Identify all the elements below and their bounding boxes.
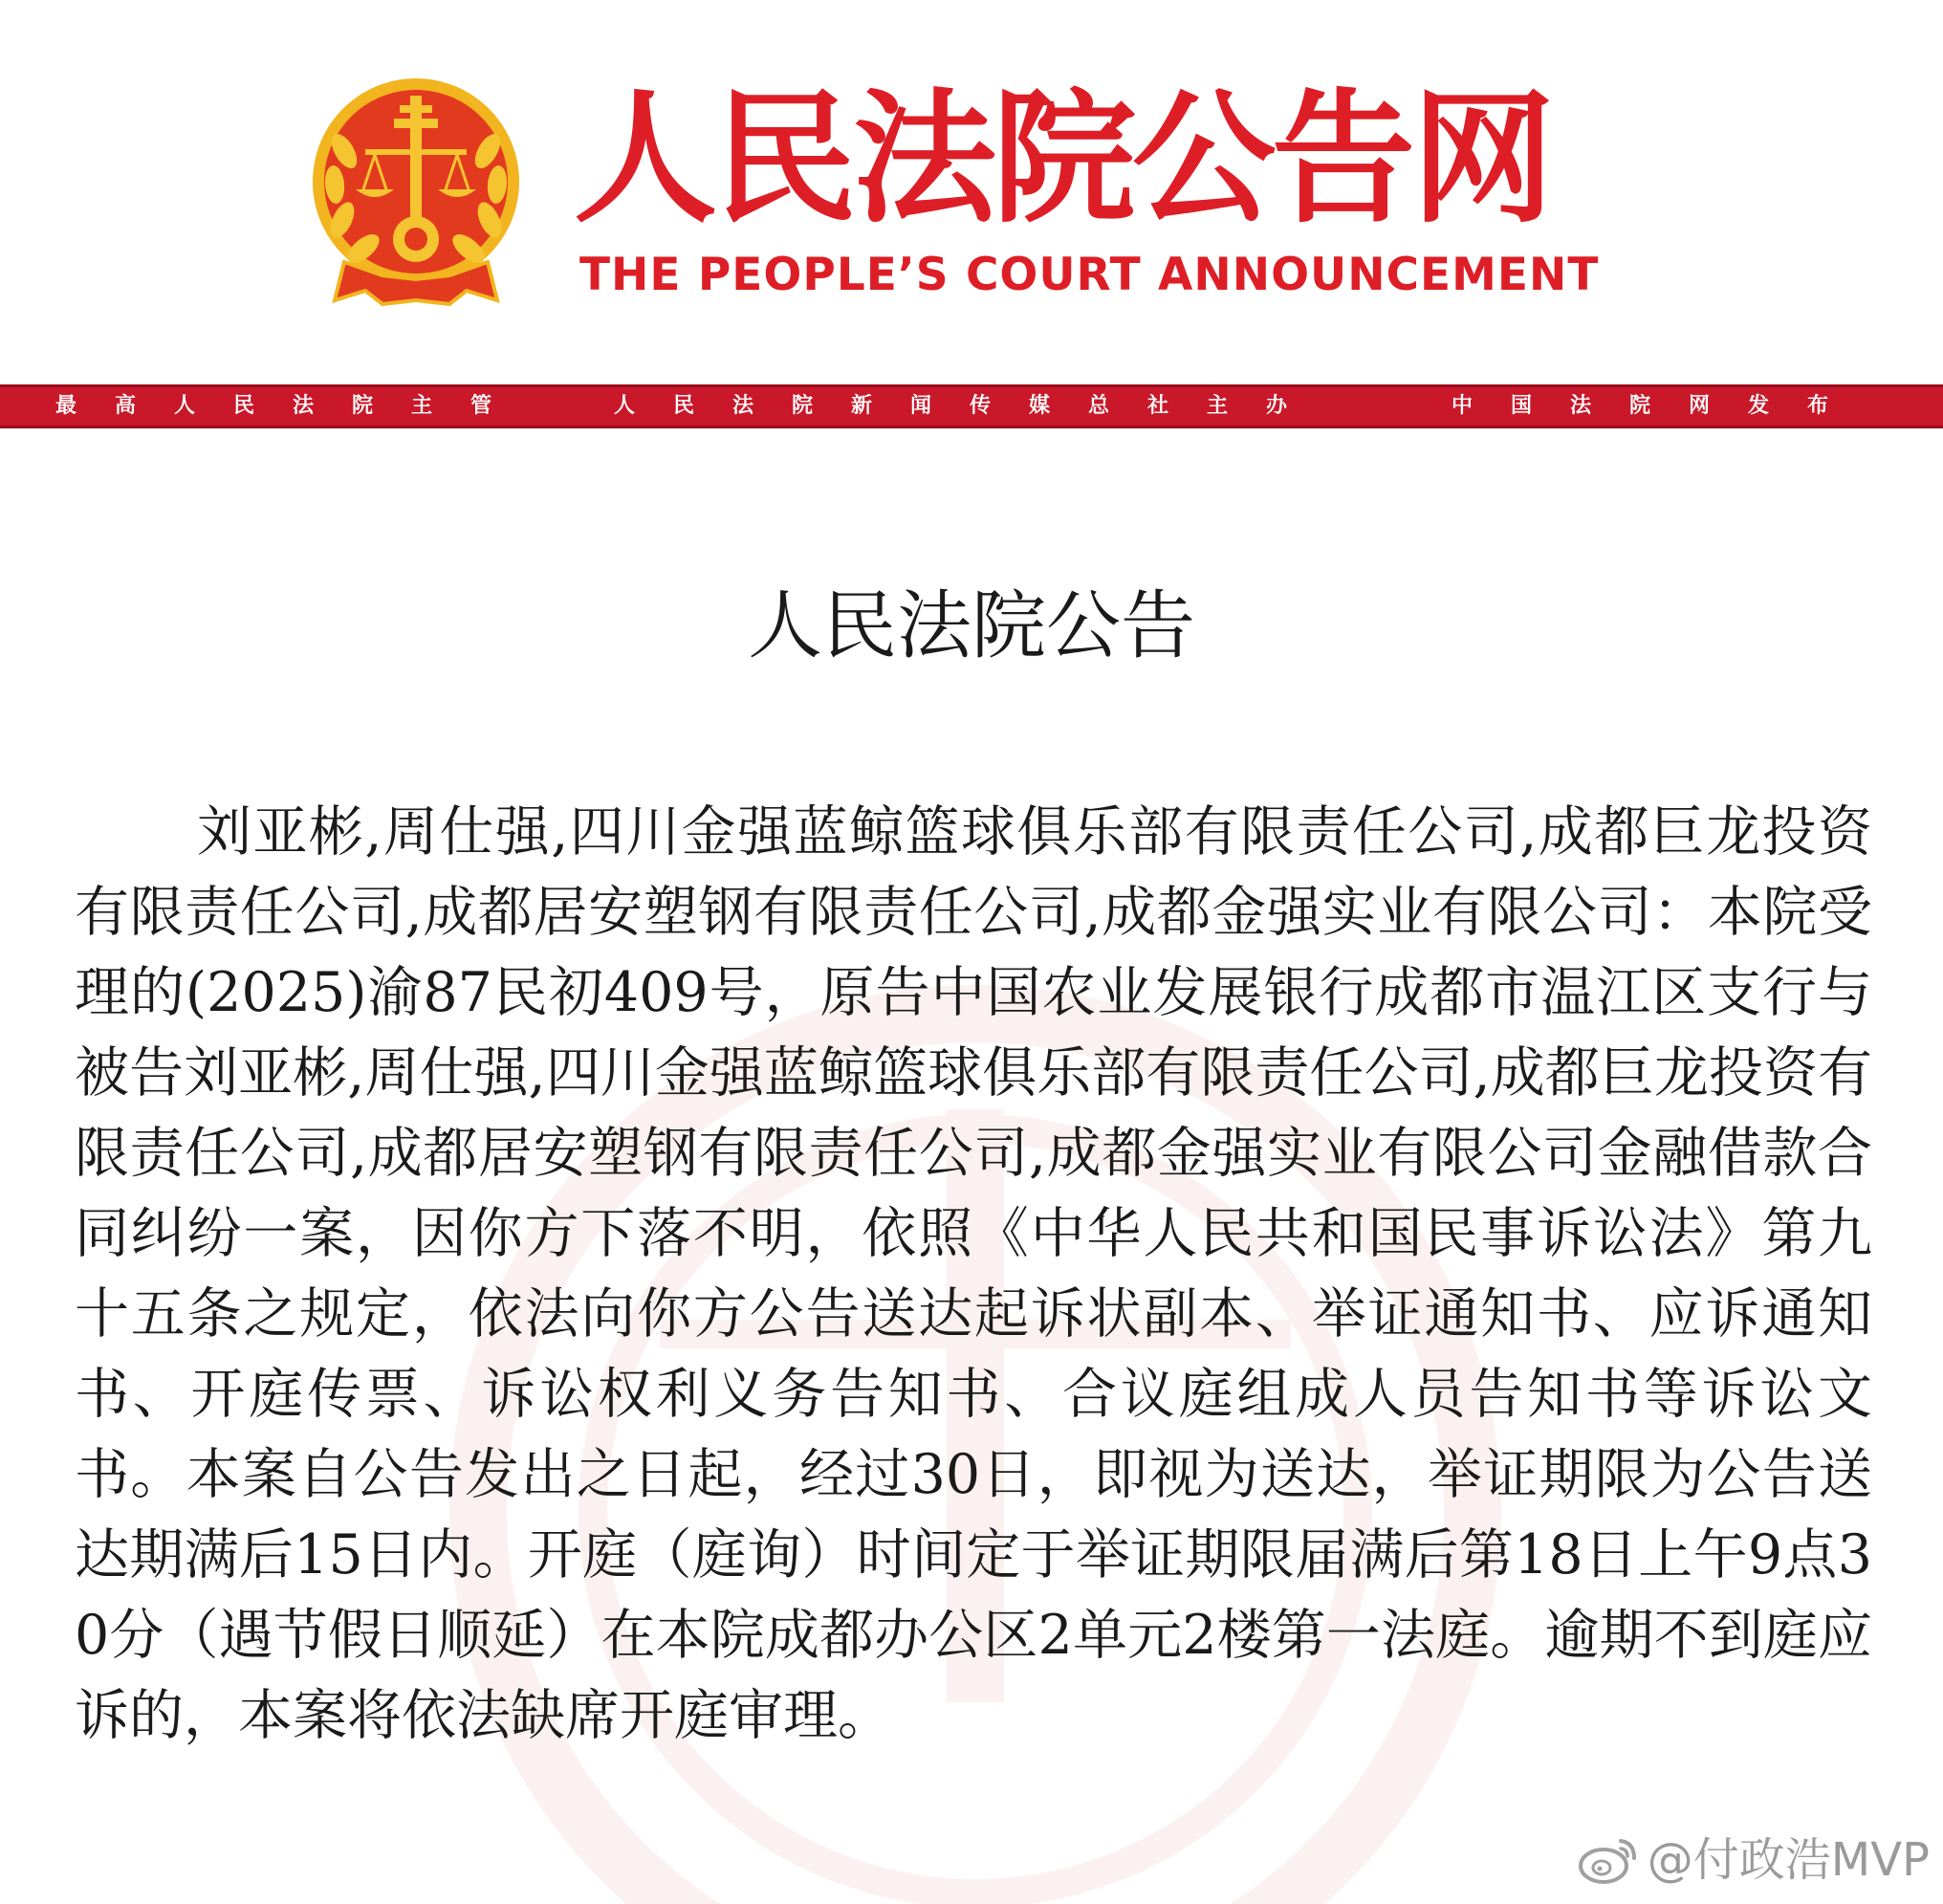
site-title: 人民法院公告网 (574, 77, 1552, 243)
weibo-icon (1579, 1833, 1640, 1887)
social-watermark (1579, 1829, 1930, 1891)
site-subtitle: THE PEOPLE’S COURT ANNOUNCEMENT (579, 249, 1600, 301)
banner-supervisor: 最高人民法院主管 (55, 394, 531, 418)
announcement-body: 刘亚彬,周仕强,四川金强蓝鲸篮球俱乐部有限责任公司,成都巨龙投资有限责任公司,成都居安塑钢有限责任公司,成都金强实业有限公司：本院受理的(2025)渝87民初409号，原告中国农业发展银行成都市温江区支行与被告刘亚彬,周仕强,四川金强蓝鲸篮球俱乐部有限责任公司,成都巨龙投资有限责任公司,成都居安塑钢有限责任公司,成都金强实业有限公司金融借款合同纠纷一案，因你方下落不明，依照《中华人民共和国民事诉讼法》第九十五条之规定，依法向你方公告送达起诉状副本、举证通知书、应诉通知书、开庭传票、诉讼权利义务告知书、合议庭组成人员告知书等诉讼文书。本案自公告发出之日起，经过30日，即视为送达，举证期限为公告送达期满后15日内。开庭（庭询）时间定于举证期限届满后第18日上午9点30分（遇节假日顺延）在本院成都办公区2单元2楼第一法庭。逾期不到庭应诉的，本案将依法缺席开庭审理。 (75, 800, 1872, 1747)
banner-organizer: 人民法院新闻传媒总社主办 (614, 394, 1326, 418)
sponsor-banner (0, 384, 1943, 428)
banner-publisher: 中国法院网发布 (1452, 394, 1867, 418)
announcement-title: 人民法院公告 (747, 583, 1195, 669)
court-emblem-icon (306, 75, 526, 325)
social-handle: @付政浩MVP (1647, 1833, 1930, 1887)
